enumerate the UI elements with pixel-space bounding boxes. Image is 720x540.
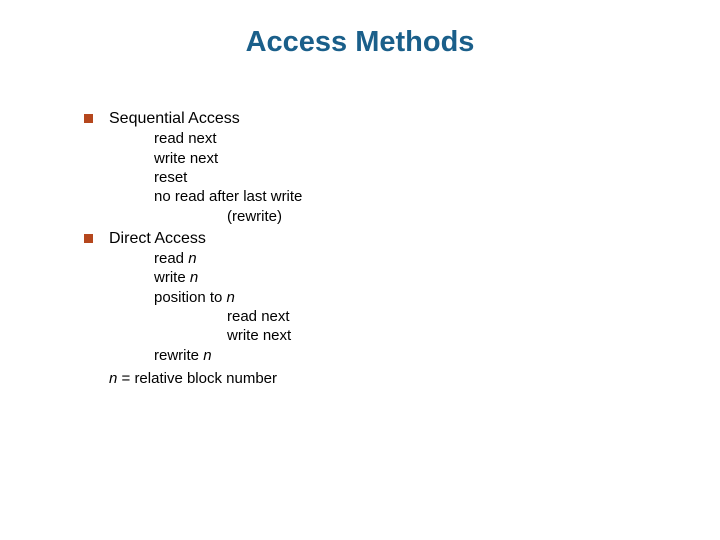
direct-line-read-next: read next xyxy=(227,308,290,325)
direct-line-write-n: write n xyxy=(154,269,199,286)
direct-line-read-n: read n xyxy=(154,250,197,267)
direct-line-rewrite-n: rewrite n xyxy=(154,347,212,364)
section-heading-direct: Direct Access xyxy=(109,230,206,247)
footnote-definition: n = relative block number xyxy=(109,370,278,387)
sequential-line-read-next: read next xyxy=(154,130,217,147)
direct-line-position-to-n: position to n xyxy=(154,289,235,306)
bullet-square-icon xyxy=(84,114,93,123)
bullet-square-icon xyxy=(84,234,93,243)
sequential-line-rewrite: (rewrite) xyxy=(227,208,282,225)
sequential-line-reset: reset xyxy=(154,169,188,186)
direct-line-write-next: write next xyxy=(227,327,292,344)
section-heading-sequential: Sequential Access xyxy=(109,110,240,127)
slide-title: Access Methods xyxy=(245,26,475,58)
sequential-line-no-read: no read after last write xyxy=(154,188,303,205)
sequential-line-write-next: write next xyxy=(154,150,219,167)
